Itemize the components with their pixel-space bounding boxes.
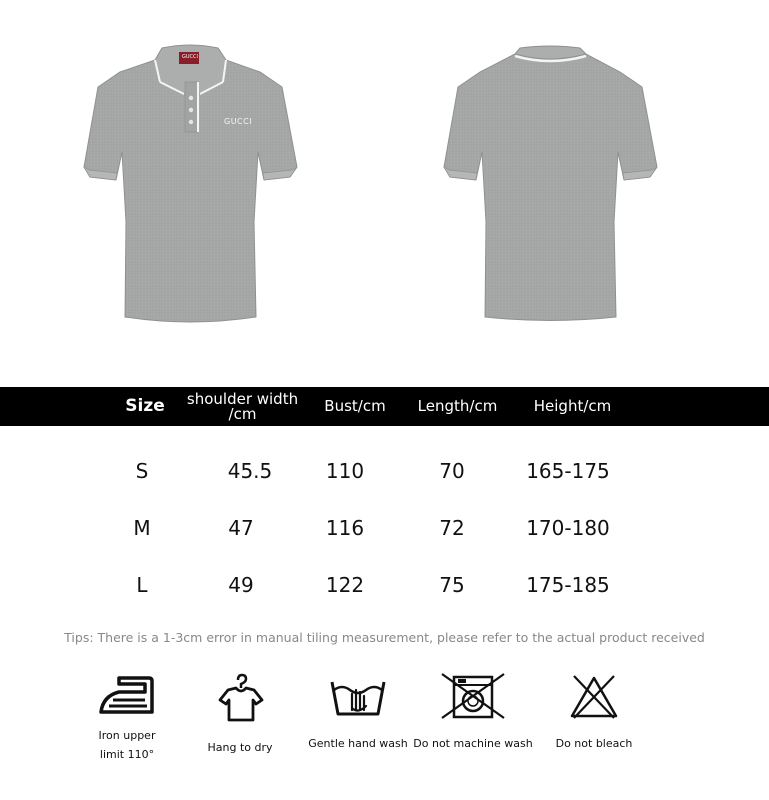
cell-height: 170-180 (526, 515, 610, 540)
product-images (0, 0, 769, 380)
table-row (0, 442, 769, 499)
care-item-no-bleach (534, 672, 654, 753)
cell-size: L (136, 572, 148, 597)
header-length: Length/cm (417, 397, 498, 415)
cell-bust: 116 (325, 515, 365, 540)
care-label: limit 110° (99, 748, 155, 761)
polo-shirt-back (440, 42, 662, 327)
cell-bust: 122 (325, 572, 365, 597)
cell-size: M (133, 515, 151, 540)
care-item-hand-wash (298, 672, 418, 753)
table-row (0, 499, 769, 556)
care-label: Iron upper (98, 729, 156, 742)
care-item-hang-dry (180, 672, 300, 757)
care-label: Hang to dry (207, 741, 273, 754)
cell-shoulder: 49 (228, 572, 254, 597)
measurement-tip: Tips: There is a 1-3cm error in manual tiling measurement, please refer to the actual product received (64, 630, 705, 645)
header-shoulder-width: shoulder width /cm (186, 389, 299, 423)
header-height: Height/cm (533, 397, 612, 415)
cell-shoulder: 45.5 (227, 458, 273, 483)
header-bust: Bust/cm (324, 397, 386, 415)
care-item-iron (67, 672, 187, 764)
hand-wash-icon (328, 672, 388, 720)
care-label: Do not machine wash (413, 737, 533, 750)
hang-dry-icon (216, 672, 264, 724)
cell-length: 70 (439, 458, 465, 483)
cell-height: 175-185 (526, 572, 610, 597)
size-chart-header (0, 387, 769, 426)
care-label: Do not bleach (555, 737, 633, 750)
cell-height: 165-175 (526, 458, 610, 483)
cell-length: 72 (439, 515, 465, 540)
care-item-no-machine-wash (413, 672, 533, 753)
iron-icon (97, 672, 157, 720)
cell-length: 75 (439, 572, 465, 597)
no-bleach-icon (568, 672, 620, 720)
table-row (0, 556, 769, 613)
cell-shoulder: 47 (228, 515, 254, 540)
care-instructions (0, 672, 769, 800)
header-size: Size (125, 396, 165, 416)
chest-logo: GUCCI (224, 117, 253, 126)
polo-shirt-front (80, 42, 302, 327)
cell-bust: 110 (325, 458, 365, 483)
cell-size: S (135, 458, 149, 483)
care-label: Gentle hand wash (308, 737, 408, 750)
no-machine-wash-icon (438, 672, 508, 720)
collar-tag-label: GUCCI (182, 54, 198, 60)
